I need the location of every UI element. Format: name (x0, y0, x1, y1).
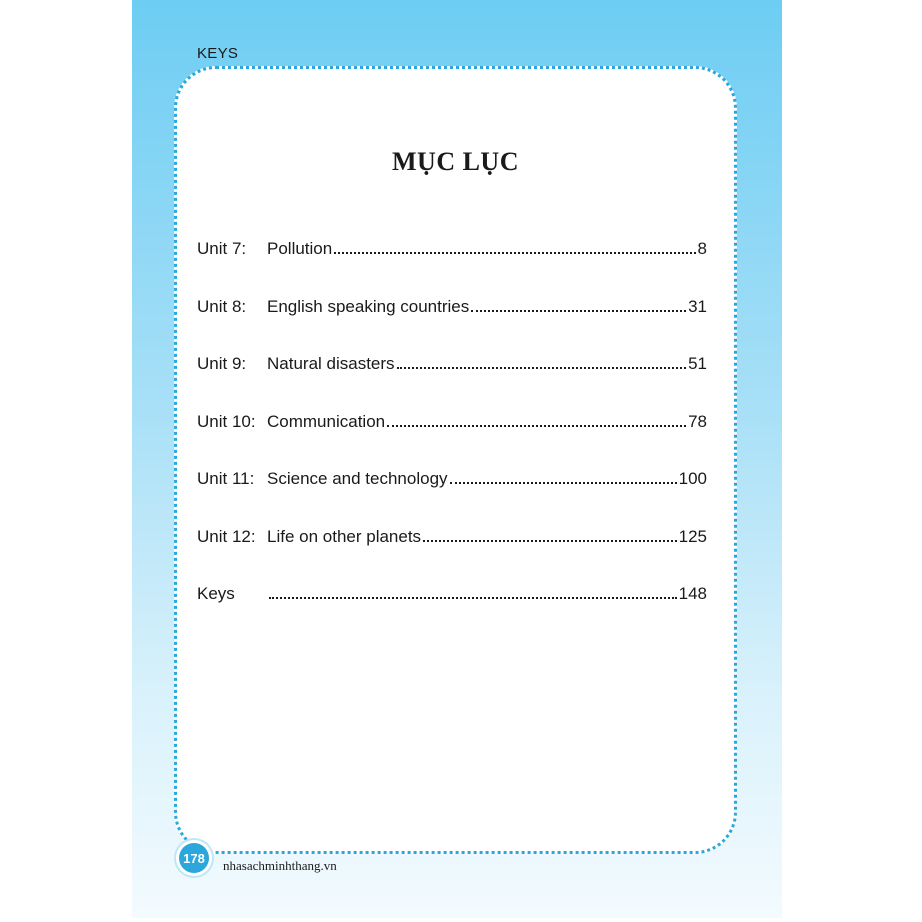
toc-entry-title: Life on other planets (267, 526, 422, 546)
page-title: MỤC LỤC (392, 147, 519, 176)
toc-entry-keys[interactable] (197, 584, 707, 608)
dot-leader (269, 597, 677, 599)
toc-entry-unit-8[interactable] (197, 297, 707, 321)
toc-entry-unit-12[interactable] (197, 527, 707, 551)
dot-leader (334, 252, 695, 254)
toc-page-number: 148 (678, 584, 707, 603)
publisher-website: nhasachminhthang.vn (223, 858, 337, 873)
toc-page-number: 31 (688, 296, 707, 316)
toc-entry-unit-7[interactable] (197, 239, 707, 263)
dot-leader (423, 540, 677, 542)
toc-entry-unit-9[interactable] (197, 354, 707, 378)
toc-entry-title: English speaking countries (267, 296, 470, 316)
toc-entry-unit-10[interactable] (197, 412, 707, 436)
dot-leader (471, 310, 686, 312)
toc-entry-title: Pollution (267, 239, 333, 258)
table-of-contents (197, 239, 707, 642)
page-number-badge: 178 (179, 843, 209, 873)
toc-unit-label: Unit 9: (197, 354, 247, 373)
running-header: KEYS (197, 45, 239, 62)
toc-unit-label: Keys (197, 584, 235, 603)
toc-unit-label: Unit 7: (197, 239, 247, 258)
toc-page-number: 78 (688, 411, 707, 431)
toc-unit-label: Unit 8: (197, 296, 247, 316)
dot-leader (450, 482, 677, 484)
toc-entry-title: Communication (267, 411, 386, 431)
toc-entry-unit-11[interactable] (197, 469, 707, 493)
toc-unit-label: Unit 12: (197, 526, 256, 546)
toc-page-number: 8 (697, 239, 707, 258)
dot-leader (397, 367, 687, 369)
toc-page-number: 51 (688, 354, 707, 373)
toc-card (174, 66, 737, 854)
toc-entry-title: Natural disasters (267, 354, 395, 373)
toc-unit-label: Unit 10: (197, 411, 256, 431)
toc-unit-label: Unit 11: (197, 469, 255, 488)
toc-page-number: 125 (678, 526, 707, 546)
book-page (132, 0, 782, 918)
toc-entry-title: Science and technology (267, 469, 448, 488)
dot-leader (387, 425, 686, 427)
toc-page-number: 100 (678, 469, 707, 488)
